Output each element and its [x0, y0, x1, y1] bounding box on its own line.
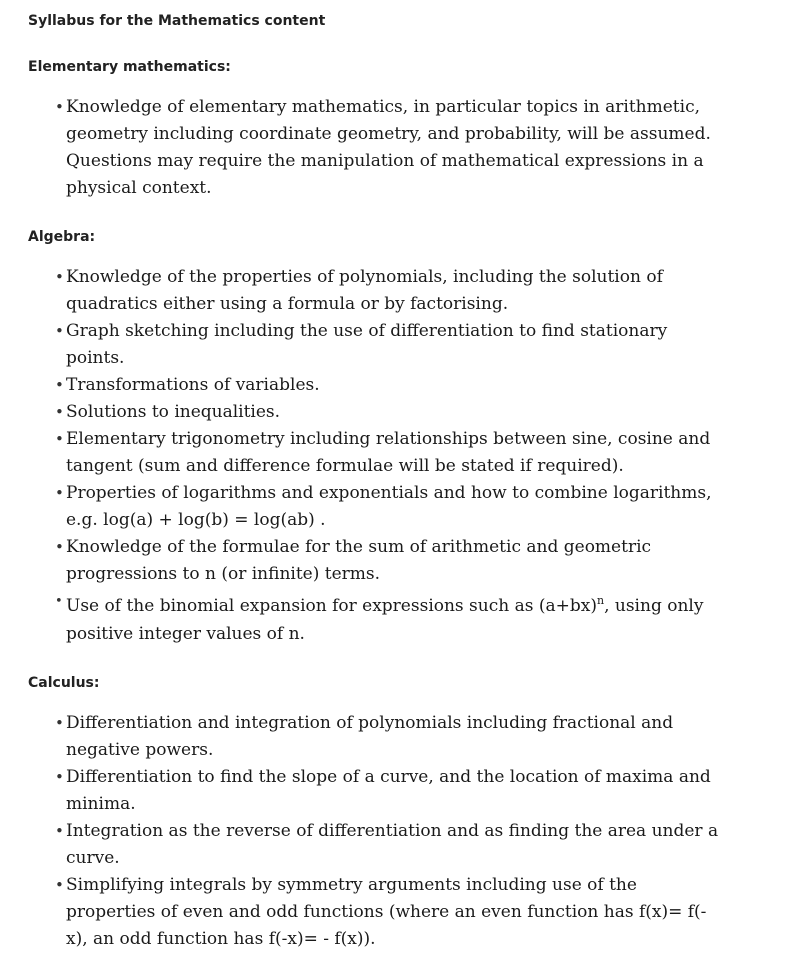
- bullet-icon: •: [55, 322, 64, 340]
- bullet-icon: •: [55, 403, 64, 421]
- bullet-icon: •: [55, 484, 64, 502]
- list-item-line: physical context.: [66, 178, 212, 198]
- list-item: [55, 264, 675, 318]
- list-item-line: negative powers.: [66, 740, 214, 760]
- bullet-icon: •: [55, 768, 64, 786]
- list-item-line: points.: [66, 348, 125, 368]
- list-item-line: Simplifying integrals by symmetry arguments including use of the: [66, 875, 637, 895]
- list-item-line: Knowledge of the formulae for the sum of arithmetic and geometric: [66, 537, 652, 557]
- list-item: [55, 480, 712, 534]
- bullet-icon: •: [55, 430, 64, 448]
- elementary-list: [55, 94, 711, 202]
- exponent-n: n: [596, 594, 605, 607]
- bullet-icon: •: [55, 538, 64, 556]
- list-item-line: x), an odd function has f(-x)= - f(x)).: [66, 929, 376, 949]
- section-heading-calculus: Calculus:: [28, 675, 100, 691]
- list-item-line: Questions may require the manipulation of mathematical expressions in a: [66, 151, 704, 171]
- list-item-line: e.g. log(a) + log(b) = log(ab) .: [66, 510, 326, 530]
- list-item: [55, 593, 704, 648]
- algebra-list: [55, 264, 712, 648]
- list-item-line: Solutions to inequalities.: [66, 402, 281, 422]
- list-item-line: properties of even and odd functions (where an even function has f(x)= f(-: [66, 902, 707, 922]
- list-item: [55, 399, 675, 426]
- list-item-line: Elementary trigonometry including relationships between sine, cosine and: [66, 429, 711, 449]
- list-item-line: minima.: [66, 794, 136, 814]
- list-item: [55, 818, 719, 872]
- page-title: Syllabus for the Mathematics content: [28, 13, 326, 29]
- section-heading-algebra: Algebra:: [28, 229, 96, 245]
- bullet-icon: •: [55, 876, 64, 894]
- list-item: [55, 764, 711, 818]
- binomial-suffix: , using only: [604, 596, 704, 616]
- list-item-line: Graph sketching including the use of differentiation to find stationary: [66, 321, 668, 341]
- list-item: [55, 372, 675, 399]
- list-item-line: [66, 593, 704, 621]
- bullet-icon: •: [55, 268, 64, 286]
- bullet-icon: •: [55, 822, 64, 840]
- list-item-line: positive integer values of n.: [66, 624, 305, 644]
- list-item-line: Differentiation and integration of polynomials including fractional and: [66, 713, 674, 733]
- bullet-icon: •: [55, 594, 63, 609]
- list-item-line: curve.: [66, 848, 120, 868]
- bullet-icon: •: [55, 98, 64, 116]
- list-item-line: quadratics either using a formula or by factorising.: [66, 294, 509, 314]
- list-item-line: progressions to n (or infinite) terms.: [66, 564, 381, 584]
- list-item-line: tangent (sum and difference formulae will be stated if required).: [66, 456, 624, 476]
- list-item-line: geometry including coordinate geometry, and probability, will be assumed.: [66, 124, 711, 144]
- list-item: [55, 318, 675, 372]
- list-item-line: Integration as the reverse of differentiation and as finding the area under a: [66, 821, 719, 841]
- list-item: [55, 710, 675, 764]
- list-item-line: Differentiation to find the slope of a curve, and the location of maxima and: [66, 767, 711, 787]
- list-item-line: Knowledge of elementary mathematics, in particular topics in arithmetic,: [66, 97, 701, 117]
- list-item: [55, 872, 707, 953]
- list-item: [55, 534, 675, 588]
- bullet-icon: •: [55, 376, 64, 394]
- list-item-line: Properties of logarithms and exponentials and how to combine logarithms,: [66, 483, 712, 503]
- list-item: [55, 426, 711, 480]
- list-item-line: Knowledge of the properties of polynomials, including the solution of: [66, 267, 663, 287]
- list-item-line: Transformations of variables.: [66, 375, 320, 395]
- section-heading-elementary: Elementary mathematics:: [28, 59, 231, 75]
- list-item: [55, 94, 711, 202]
- calculus-list: [55, 710, 719, 953]
- bullet-icon: •: [55, 714, 64, 732]
- binomial-text: Use of the binomial expansion for expressions such as (a+bx): [66, 596, 597, 616]
